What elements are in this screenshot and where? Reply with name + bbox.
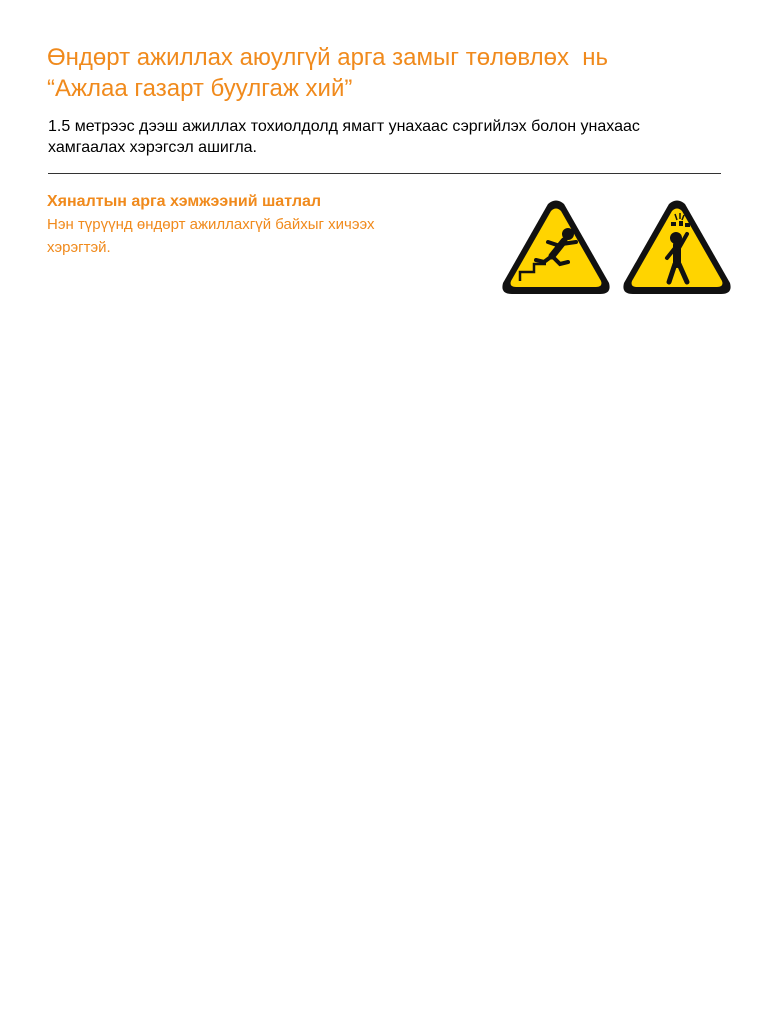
section-heading: Хяналтын арга хэмжээний шатлал — [47, 193, 322, 210]
page-title-line-2: “Ажлаа газарт буулгаж хий” — [47, 75, 353, 102]
intro-line-2: хамгаалах хэрэгсэл ашигла. — [48, 139, 257, 156]
intro-paragraph — [48, 116, 728, 158]
divider — [48, 173, 721, 174]
page-title-line-1: Өндөрт ажиллах аюулгүй арга замыг төлөвлөх нь — [47, 44, 609, 71]
slip-hazard-warning-icon — [500, 198, 612, 296]
page-title — [47, 42, 727, 104]
intro-line-1: 1.5 метрээс дээш ажиллах тохиолдолд ямагт унахаас сэргийлэх болон унахаас — [48, 118, 640, 135]
section-body — [47, 213, 467, 259]
section-body-line-1: Нэн түрүүнд өндөрт ажиллахгүй байхыг хичээх — [47, 216, 375, 233]
falling-objects-warning-icon — [621, 198, 733, 296]
section-body-line-2: хэрэгтэй. — [47, 239, 111, 256]
